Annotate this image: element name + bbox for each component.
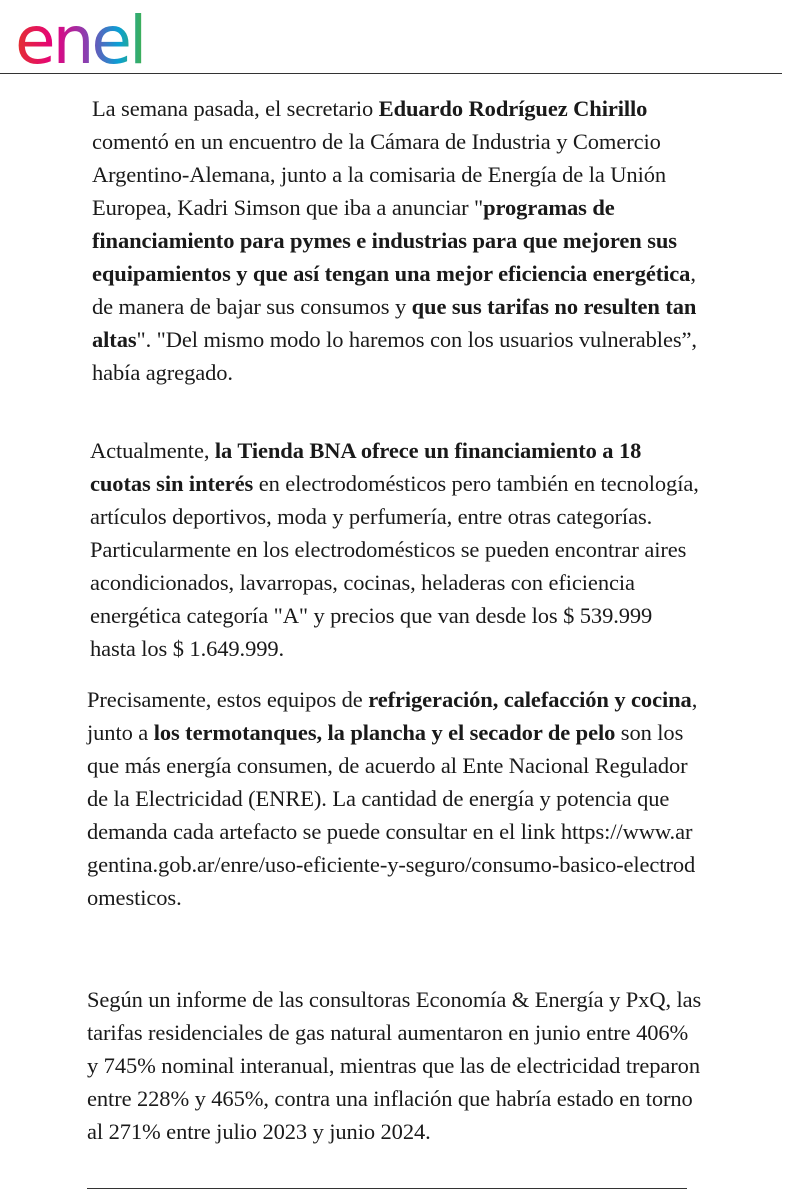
paragraph-2: Actualmente, la Tienda BNA ofrece un financiamiento a 18 cuotas sin interés en electrodomésticos pero también en tecnología, artículos deportivos, moda y perfumería, entre otras categorías. Particularmente en los electrodomésticos se pueden encontrar aires acondicionados, lavarropas, cocinas, heladeras con eficiencia energética categoría "A" y precios que van desde los $ 539.999 hasta los $ 1.649.999. (90, 438, 699, 661)
top-divider (0, 73, 782, 74)
paragraph-4: Según un informe de las consultoras Economía & Energía y PxQ, las tarifas residenciales de gas natural aumentaron en junio entre 406% y 745% nominal interanual, mientras que las de electricidad treparon entre 228% y 465%, contra una inflación que habría estado en torno al 271% entre julio 2023 y junio 2024. (87, 987, 702, 1144)
bottom-divider (87, 1188, 687, 1189)
paragraph-3: Precisamente, estos equipos de refrigeración, calefacción y cocina, junto a los termotanques, la plancha y el secador de pelo son los que más energía consumen, de acuerdo al Ente Nacional Regulador de la Electricidad (ENRE). La cantidad de energía y potencia que demanda cada artefacto se puede consultar en el link https://www.argentina.gob.ar/enre/uso-eficiente-y-seguro/consumo-basico-electrodomesticos. (87, 687, 698, 910)
enel-logo (15, 8, 185, 70)
paragraph-1: La semana pasada, el secretario Eduardo Rodríguez Chirillo comentó en un encuentro de la Cámara de Industria y Comercio Argentino-Alemana, junto a la comisaria de Energía de la Unión Europea, Kadri Simson que iba a anunciar "programas de financiamiento para pymes e industrias para que mejoren sus equipamientos y que así tengan una mejor eficiencia energética, de manera de bajar sus consumos y que sus tarifas no resulten tan altas". "Del mismo modo lo haremos con los usuarios vulnerables”, había agregado. (92, 96, 697, 385)
enre-link-text: https://www.argentina.gob.ar/enre/uso-eficiente-y-seguro/consumo-basico-electrodomesticos (87, 819, 696, 910)
logo-text: enel (15, 8, 145, 70)
